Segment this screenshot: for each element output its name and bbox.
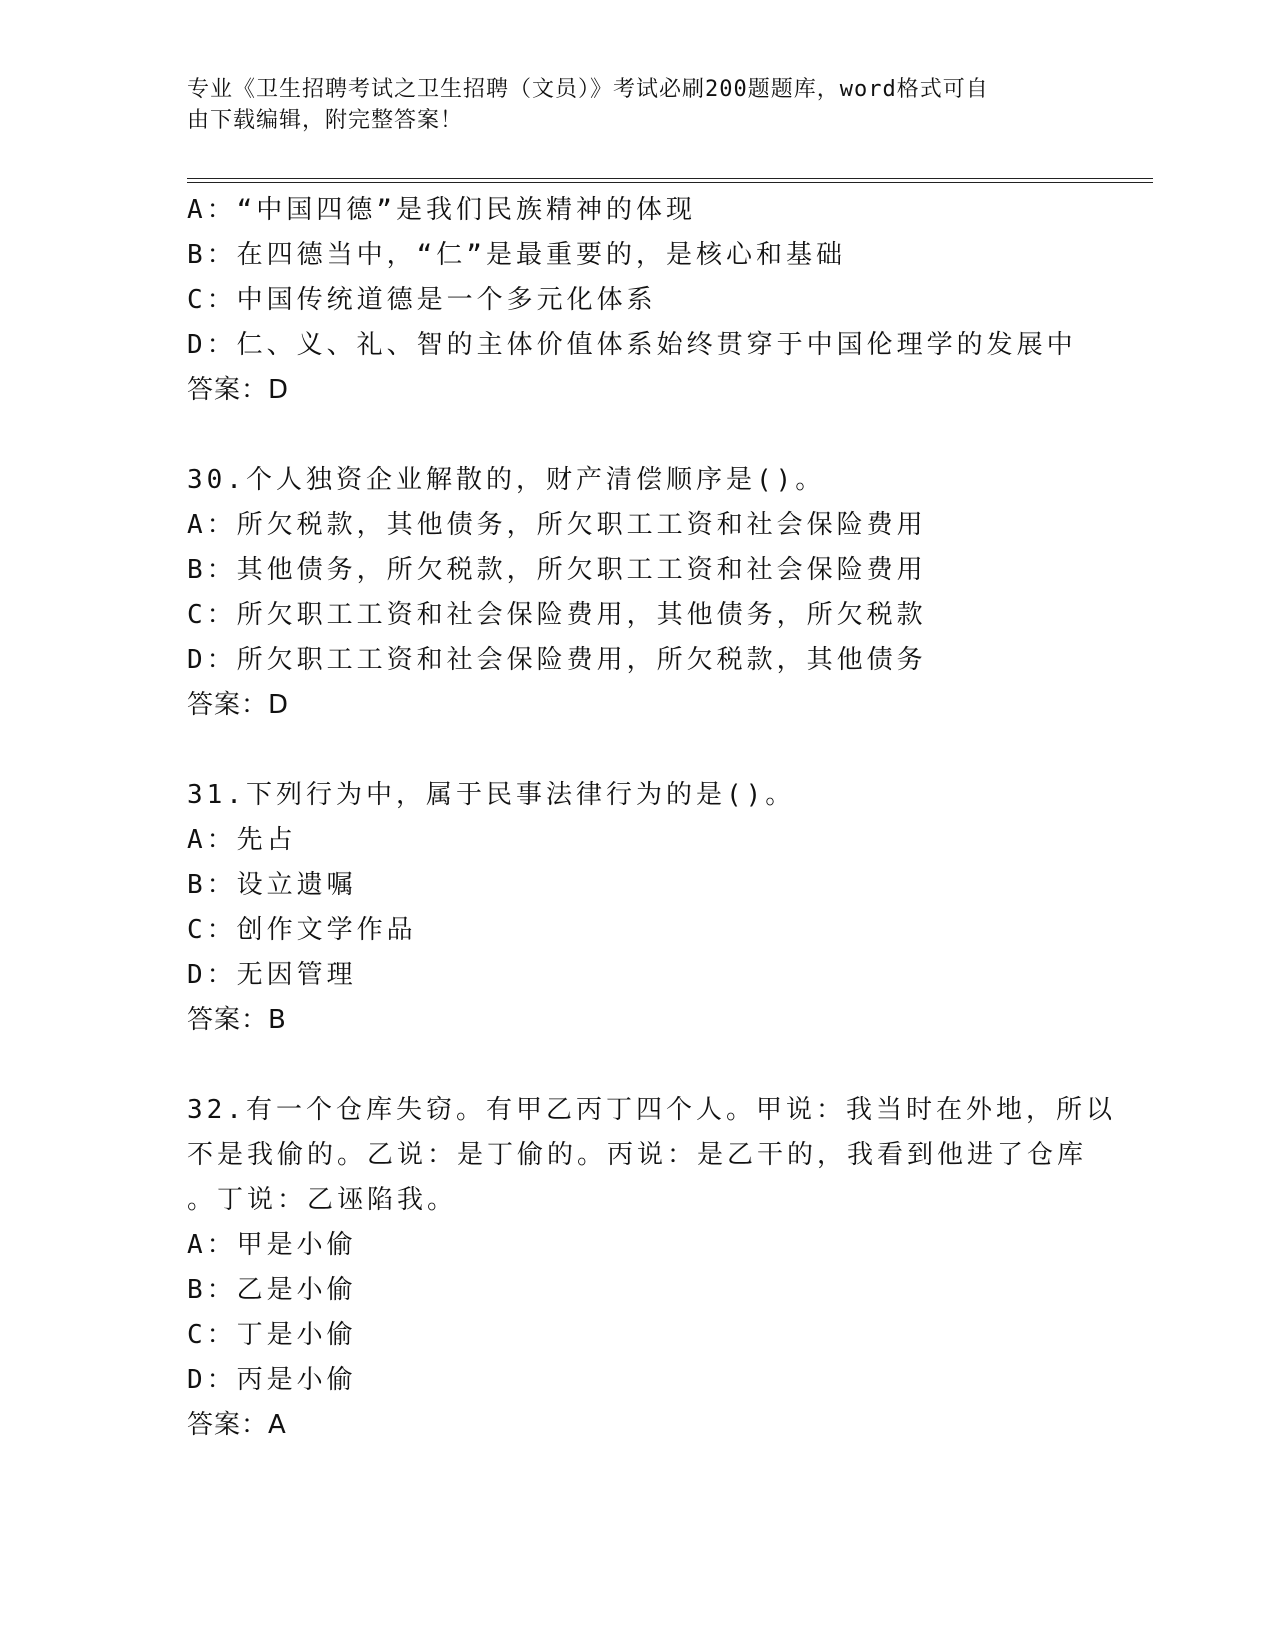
header-line-2: 由下载编辑，附完整答案！ <box>187 108 464 133</box>
q30-option-d: D：所欠职工工资和社会保险费用，所欠税款，其他债务 <box>187 645 927 675</box>
header-line-1: 专业《卫生招聘考试之卫生招聘（文员）》考试必刷200题题库，word格式可自 <box>187 77 989 102</box>
document-header <box>187 74 1087 136</box>
q31-question: 31.下列行为中，属于民事法律行为的是()。 <box>187 780 796 810</box>
q32-question-line-3: 。丁说：乙诬陷我。 <box>187 1185 458 1215</box>
q32-answer: 答案：A <box>187 1410 287 1440</box>
q32-option-c: C：丁是小偷 <box>187 1320 357 1350</box>
q30-answer: 答案：D <box>187 690 290 720</box>
q29-option-c: C：中国传统道德是一个多元化体系 <box>187 285 657 315</box>
q30-option-c: C：所欠职工工资和社会保险费用，其他债务，所欠税款 <box>187 600 927 630</box>
q31-option-c: C：创作文学作品 <box>187 915 417 945</box>
q29-answer: 答案：D <box>187 375 290 405</box>
q32-question-line-1: 32.有一个仓库失窃。有甲乙丙丁四个人。甲说：我当时在外地，所以 <box>187 1095 1116 1125</box>
q31-option-d: D：无因管理 <box>187 960 357 990</box>
q29-option-d: D：仁、义、礼、智的主体价值体系始终贯穿于中国伦理学的发展中 <box>187 330 1077 360</box>
q30-option-b: B：其他债务，所欠税款，所欠职工工资和社会保险费用 <box>187 555 927 585</box>
q32-question-line-2: 不是我偷的。乙说：是丁偷的。丙说：是乙干的，我看到他进了仓库 <box>187 1140 1088 1170</box>
q31-option-b: B：设立遗嘱 <box>187 870 357 900</box>
q31-option-a: A：先占 <box>187 825 297 855</box>
q32-option-a: A：甲是小偷 <box>187 1230 357 1260</box>
q29-option-b: B：在四德当中，“仁”是最重要的，是核心和基础 <box>187 240 846 270</box>
q30-option-a: A：所欠税款，其他债务，所欠职工工资和社会保险费用 <box>187 510 927 540</box>
q32-option-b: B：乙是小偷 <box>187 1275 357 1305</box>
q29-option-a: A：“中国四德”是我们民族精神的体现 <box>187 195 696 225</box>
header-divider-top <box>187 178 1153 179</box>
q32-option-d: D：丙是小偷 <box>187 1365 357 1395</box>
q31-answer: 答案：B <box>187 1005 287 1035</box>
header-divider-bottom <box>187 182 1153 183</box>
q30-question: 30.个人独资企业解散的，财产清偿顺序是()。 <box>187 465 826 495</box>
